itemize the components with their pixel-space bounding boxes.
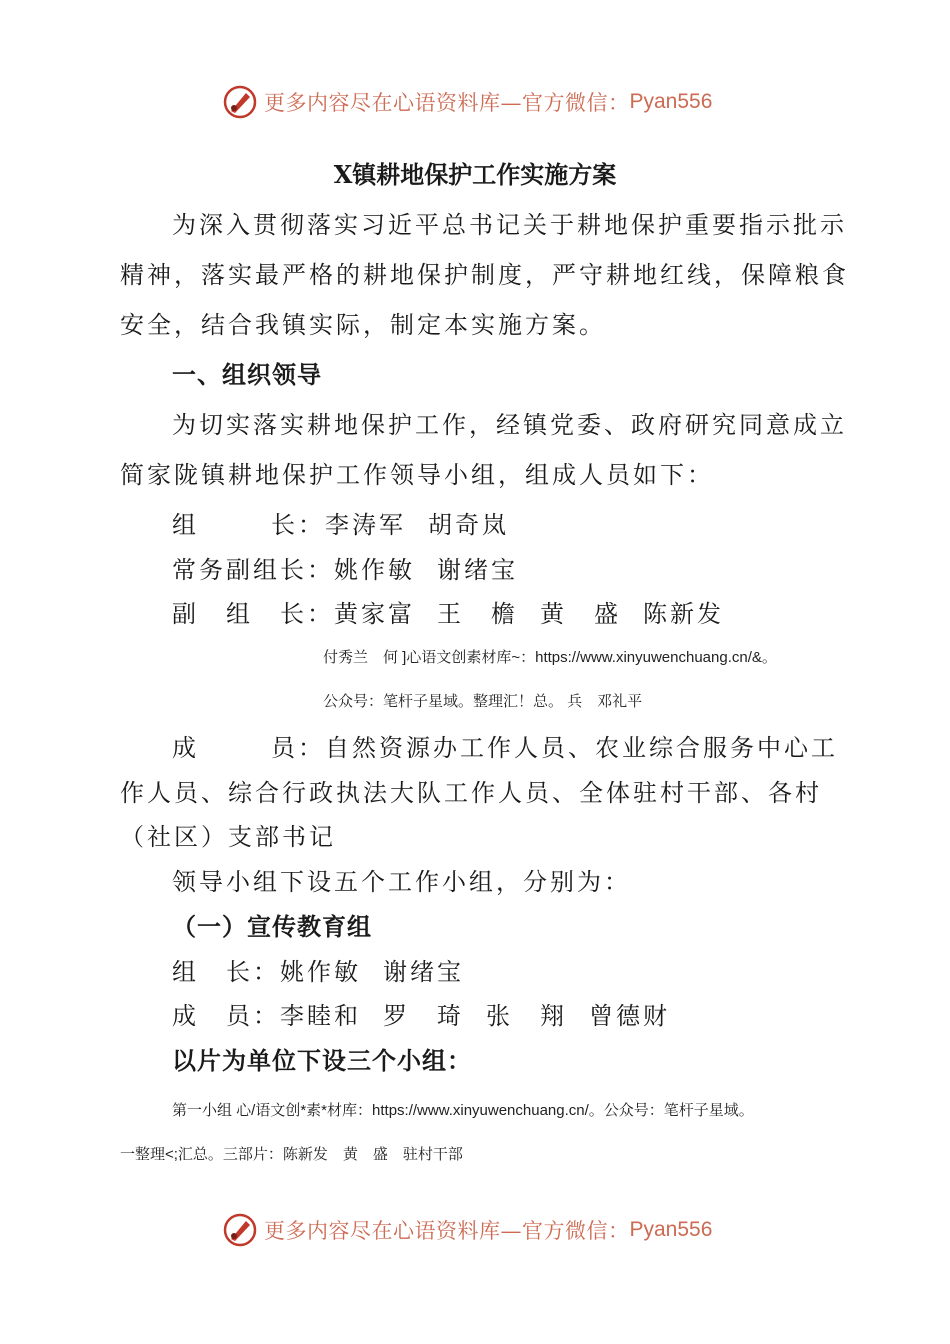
exec-deputy-name: 谢绪宝 xyxy=(437,556,518,584)
intro-line-1: 为深入贯彻落实习近平总书记关于耕地保护重要指示批示 xyxy=(172,211,847,239)
subgroups-heading: 以片为单位下设三个小组： xyxy=(172,1046,472,1075)
group1-member-name: 张 翔 xyxy=(486,1002,567,1030)
banner-wechat-id: Pyan556 xyxy=(629,90,713,113)
subgroups-line-1: 第一小组 心/语文创*素*材库：https://www.xinyuwenchuang.cn/。公众号：笔杆子星域。 xyxy=(172,1102,754,1119)
members-label-b: 员： xyxy=(271,734,325,762)
section1-para-line-1: 为切实落实耕地保护工作，经镇党委、政府研究同意成立 xyxy=(172,411,847,439)
intro-line-3: 安全，结合我镇实际，制定本实施方案。 xyxy=(120,311,606,339)
group1-leader-name: 谢绪宝 xyxy=(383,958,464,986)
deputy-label: 副 组 长： xyxy=(172,600,334,628)
deputy-name: 黄 盛 xyxy=(540,600,621,628)
embedded-note-line-2: 公众号：笔杆子星域。整理汇！总。 兵 邓礼平 xyxy=(323,693,643,710)
deputy-name: 陈新发 xyxy=(643,600,724,628)
exec-deputy-name: 姚作敏 xyxy=(334,556,415,584)
members-text: 自然资源办工作人员、农业综合服务中心工 xyxy=(325,734,838,762)
deputy-name: 黄家富 xyxy=(334,600,415,628)
document-title: X镇耕地保护工作实施方案 xyxy=(333,160,617,189)
members-label-a: 成 xyxy=(172,734,199,762)
members-line-2: 作人员、综合行政执法大队工作人员、全体驻村干部、各村 xyxy=(120,779,822,807)
group1-member-name: 曾德财 xyxy=(589,1002,670,1030)
banner-text: 更多内容尽在心语资料库—官方微信： xyxy=(264,1219,630,1243)
groups-intro: 领导小组下设五个工作小组，分别为： xyxy=(172,868,631,896)
group1-member-name: 李睦和 xyxy=(280,1002,361,1030)
subgroups-line-2: 一整理<;汇总。三部片：陈新发 黄 盛 驻村干部 xyxy=(120,1146,463,1163)
section-heading-organization: 一、组织领导 xyxy=(172,360,322,389)
leader-name: 李涛军 xyxy=(325,511,406,539)
leader-label-a: 组 xyxy=(172,511,199,539)
leader-row xyxy=(172,505,509,540)
members-line-3: （社区）支部书记 xyxy=(120,823,336,851)
deputy-row xyxy=(172,594,724,629)
group1-leader-row xyxy=(172,952,464,987)
leader-name: 胡奇岚 xyxy=(428,511,509,539)
top-banner xyxy=(222,84,712,120)
embedded-note-line-1: 付秀兰 何 ]心语文创素材库~：https://www.xinyuwenchuang.cn/&。 xyxy=(323,649,777,666)
members-row xyxy=(172,728,838,763)
pen-logo-icon xyxy=(222,1212,258,1248)
exec-deputy-label: 常务副组长： xyxy=(172,556,334,584)
section1-para-line-2: 简家陇镇耕地保护工作领导小组，组成人员如下： xyxy=(120,461,714,489)
group1-leader-label: 组 长： xyxy=(172,958,280,986)
leader-label-b: 长： xyxy=(271,511,325,539)
deputy-name: 王 檐 xyxy=(437,600,518,628)
group1-member-label: 成 员： xyxy=(172,1002,280,1030)
group1-member-name: 罗 琦 xyxy=(383,1002,464,1030)
bottom-banner xyxy=(222,1212,712,1248)
exec-deputy-row xyxy=(172,550,518,585)
group1-member-row xyxy=(172,996,670,1031)
group-heading-publicity: （一）宣传教育组 xyxy=(172,912,372,941)
banner-wechat-id: Pyan556 xyxy=(629,1218,713,1241)
intro-line-2: 精神，落实最严格的耕地保护制度，严守耕地红线，保障粮食 xyxy=(120,261,849,289)
pen-logo-icon xyxy=(222,84,258,120)
banner-text: 更多内容尽在心语资料库—官方微信： xyxy=(264,91,630,115)
group1-leader-name: 姚作敏 xyxy=(280,958,361,986)
